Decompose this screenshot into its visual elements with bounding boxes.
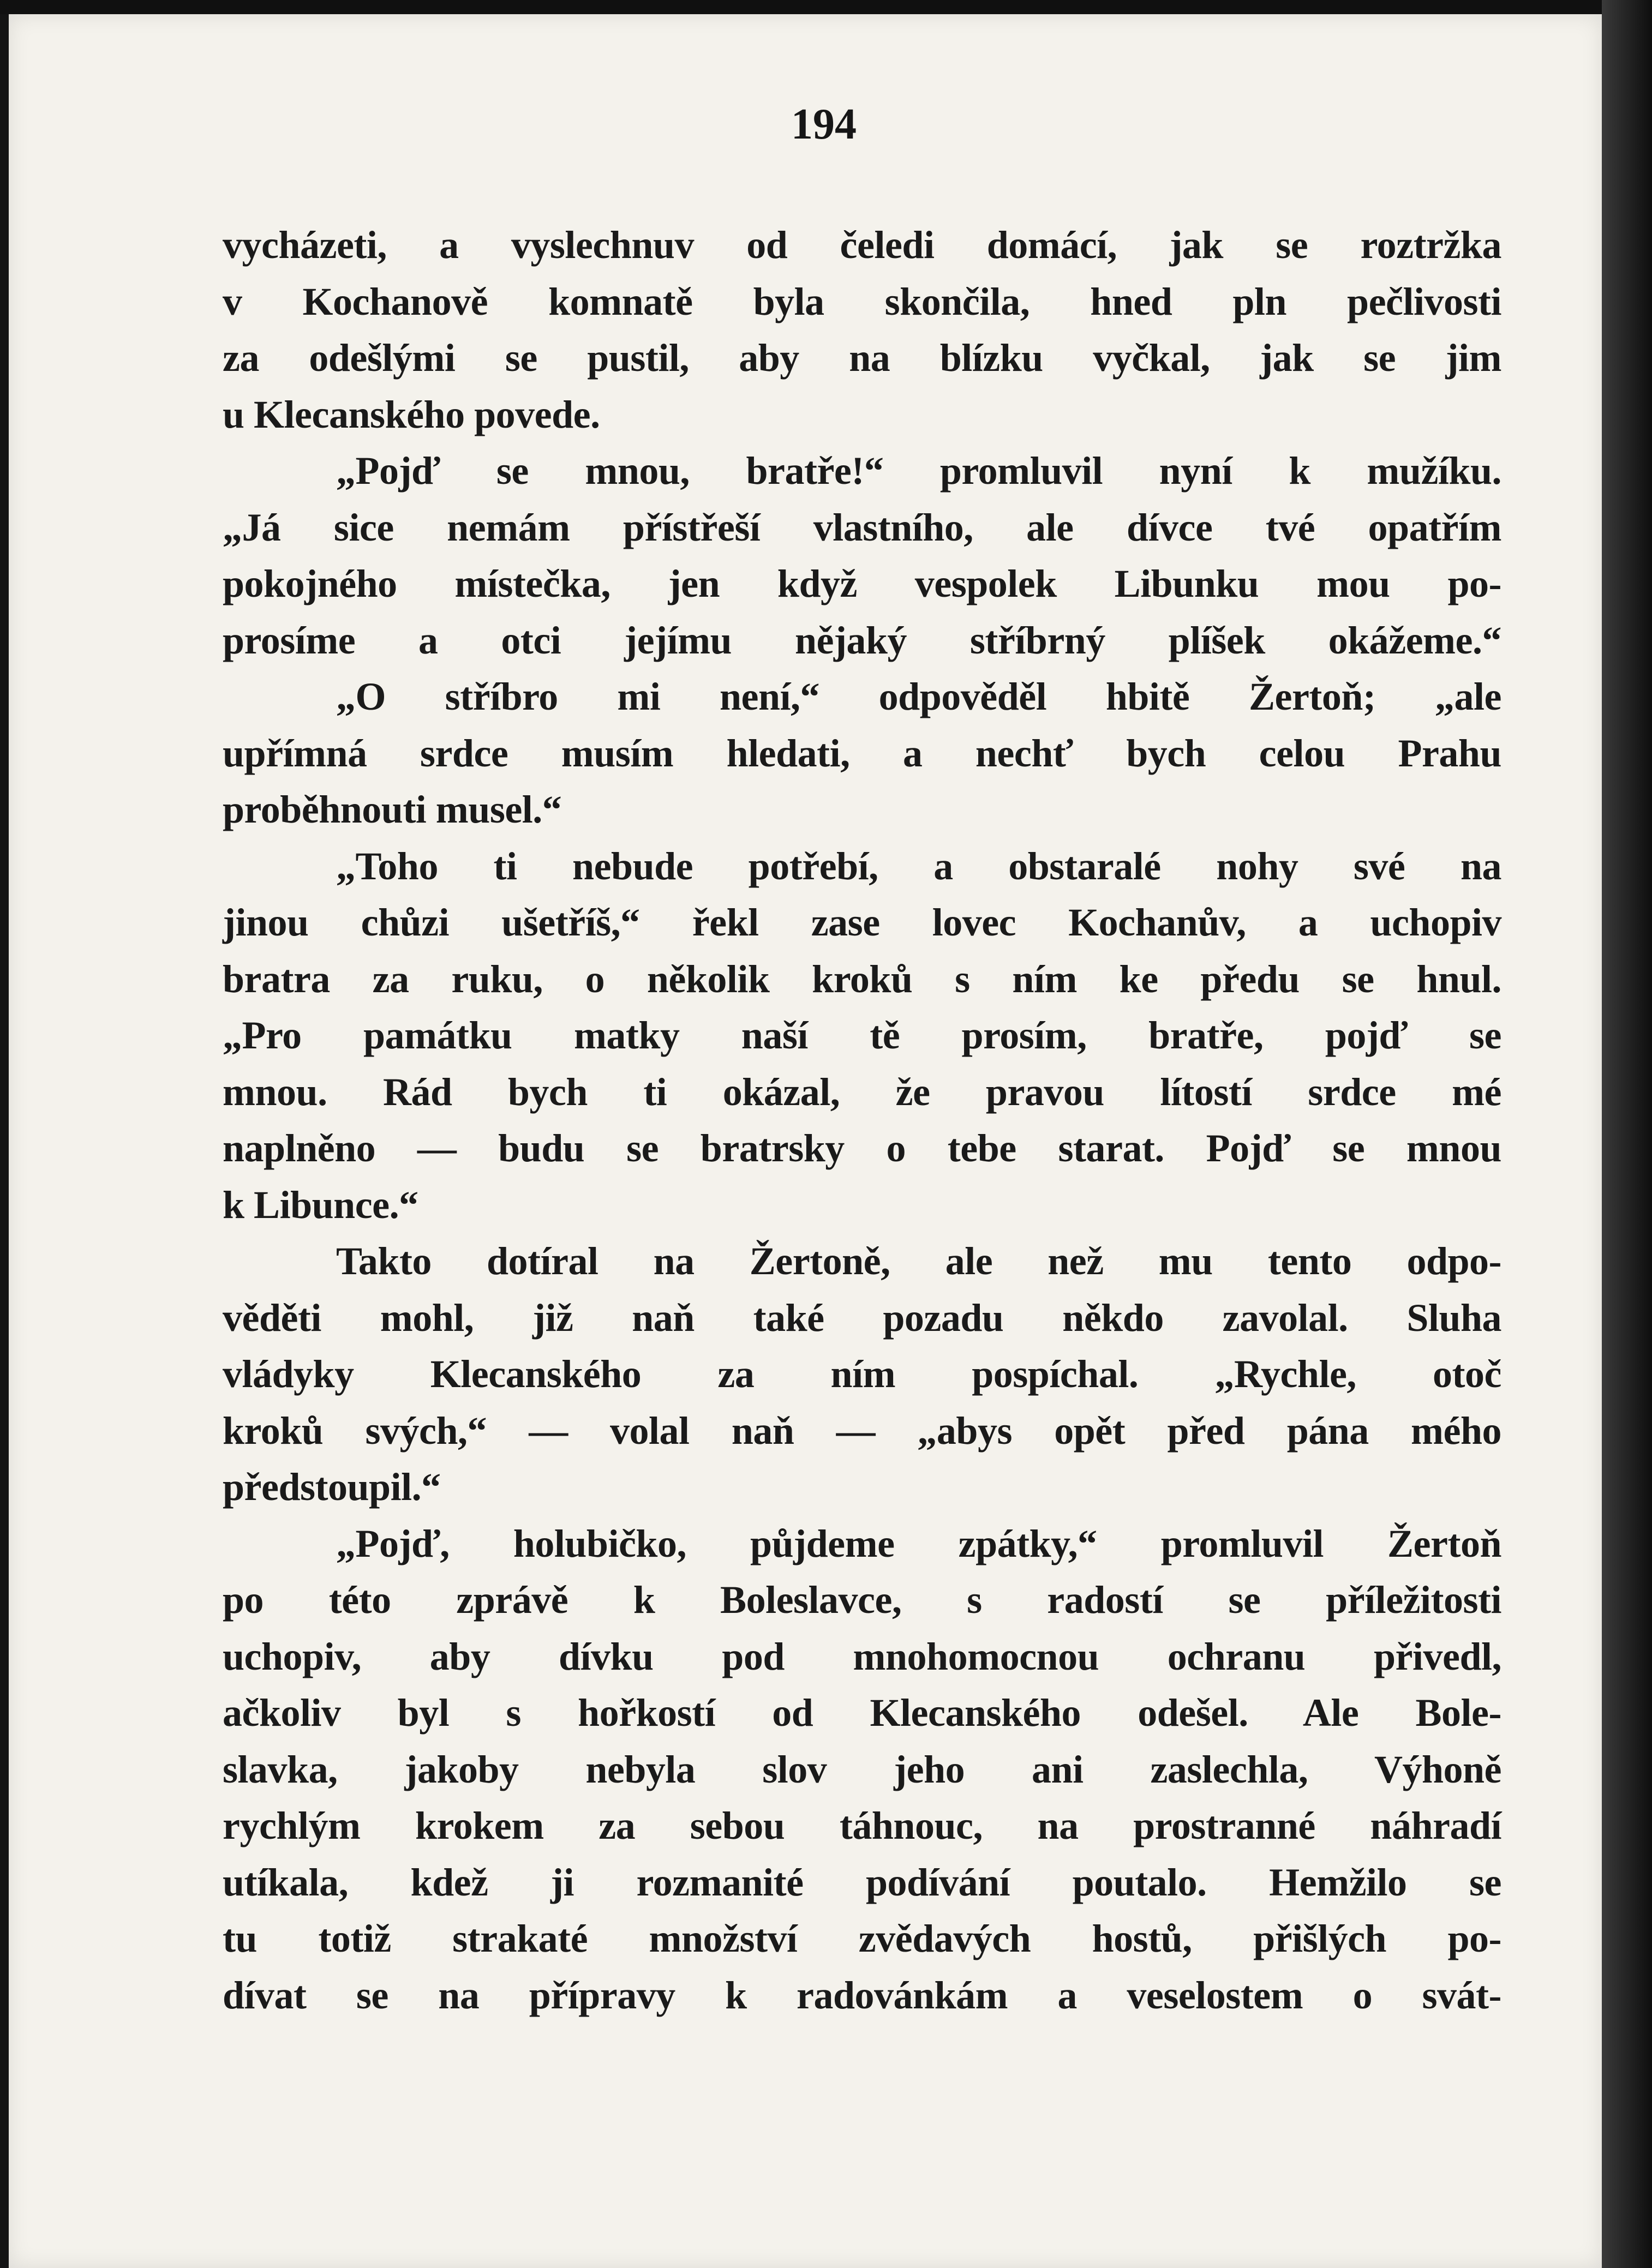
text-line: k Libunce.“ (223, 1183, 418, 1227)
page-number: 194 (791, 100, 857, 148)
text-line: naplněno — budu se bratrsky o tebe starat. Pojď se mnou (223, 1126, 1501, 1170)
text-line: „Toho ti nebude potřebí, a obstaralé nohy své na (336, 844, 1501, 888)
text-line: „Pojď se mnou, bratře!“ promluvil nyní k mužíku. (336, 449, 1501, 493)
text-line: upřímná srdce musím hledati, a nechť bych celou Prahu (223, 731, 1501, 775)
text-line: „Já sice nemám přístřeší vlastního, ale dívce tvé opatřím (223, 505, 1501, 549)
text-line: po této zprávě k Boleslavce, s radostí se příležitosti (223, 1578, 1501, 1622)
text-line: u Klecanského povede. (223, 392, 600, 436)
text-line: předstoupil.“ (223, 1465, 441, 1509)
text-line: „Pro památku matky naší tě prosím, bratře, pojď se (223, 1013, 1501, 1057)
text-line: v Kochanově komnatě byla skončila, hned pln pečlivosti (223, 279, 1501, 323)
text-line: mnou. Rád bych ti okázal, že pravou lítostí srdce mé (223, 1070, 1501, 1114)
text-line: slavka, jakoby nebyla slov jeho ani zaslechla, Výhoně (223, 1747, 1501, 1791)
body-text (223, 217, 1501, 2024)
text-line: uchopiv, aby dívku pod mnohomocnou ochranu přivedl, (223, 1634, 1501, 1678)
text-line: rychlým krokem za sebou táhnouc, na prostranné náhradí (223, 1804, 1501, 1847)
text-line: věděti mohl, již naň také pozadu někdo zavolal. Sluha (223, 1295, 1501, 1340)
text-line: bratra za ruku, o několik kroků s ním ke předu se hnul. (223, 957, 1501, 1001)
scan-right-border (1602, 0, 1652, 2268)
text-line: kroků svých,“ — volal naň — „abys opět před pána mého (223, 1408, 1501, 1453)
text-line: jinou chůzi ušetříš,“ řekl zase lovec Kochanův, a uchopiv (223, 901, 1501, 944)
text-line: pokojného místečka, jen když vespolek Libunku mou po- (223, 562, 1501, 605)
text-line: dívat se na přípravy k radovánkám a veselostem o svát- (223, 1973, 1501, 2017)
text-line: vycházeti, a vyslechnuv od čeledi domácí, jak se roztržka (223, 223, 1501, 267)
text-line: ačkoliv byl s hořkostí od Klecanského odešel. Ale Bole- (223, 1691, 1501, 1735)
text-line: Takto dotíral na Žertoně, ale než mu tento odpo- (336, 1239, 1501, 1283)
text-line: tu totiž strakaté množství zvědavých hostů, přišlých po- (223, 1917, 1501, 1960)
text-line: „O stříbro mi není,“ odpověděl hbitě Žertoň; „ale (336, 675, 1501, 718)
text-line: proběhnouti musel.“ (223, 788, 562, 831)
text-line: utíkala, kdež ji rozmanité podívání poutalo. Hemžilo se (223, 1860, 1501, 1904)
text-line: „Pojď, holubičko, půjdeme zpátky,“ promluvil Žertoň (336, 1521, 1501, 1565)
scan-top-border (0, 0, 1602, 14)
text-line: za odešlými se pustil, aby na blízku vyčkal, jak se jim (223, 336, 1501, 380)
text-line: prosíme a otci jejímu nějaký stříbrný plíšek okážeme.“ (223, 618, 1501, 662)
text-line: vládyky Klecanského za ním pospíchal. „Rychle, otoč (223, 1352, 1501, 1396)
